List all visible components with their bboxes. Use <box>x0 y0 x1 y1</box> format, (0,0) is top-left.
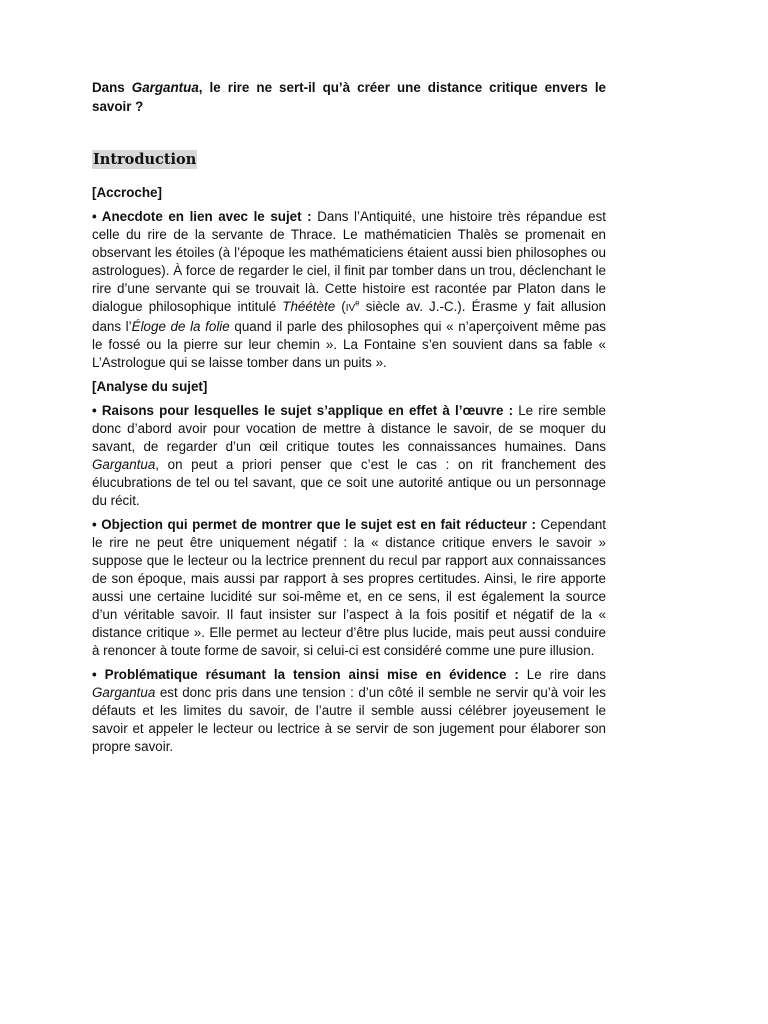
paragraph-raisons <box>92 402 606 510</box>
paragraph-lead: • Raisons pour lesquelles le sujet s’applique en effet à l’œuvre : <box>92 403 514 418</box>
paragraph-text: Cependant le rire ne peut être uniquement négatif : la « distance critique envers le savoir » suppose que le lecteur ou la lectrice prennent du recul par rapport aux connaissances de son époque, mais aussi par rapport à ses propres certitudes. Ainsi, le rire apporte aussi une certaine lucidité sur soi-même et, en ce sens, il est également la source d’un véritable savoir. Il faut insister sur l’aspect à la fois positif et négatif de la « distance critique ». Elle permet au lecteur d’être plus lucide, mais peut aussi conduire à renoncer à toute forme de savoir, si celui-ci est considéré comme une pure illusion. <box>92 517 606 658</box>
question-text-start: Dans <box>92 80 132 95</box>
century-superscript: e <box>355 298 360 308</box>
work-title-gargantua: Gargantua <box>92 457 156 472</box>
label-accroche: [Accroche] <box>92 185 162 200</box>
paragraph-text: siècle av. J.-C.). Érasme y fait allusion dans l’ <box>92 299 606 334</box>
paragraph-text: ( <box>335 299 346 314</box>
question-text-end: , le rire ne sert-il qu’à créer une distance critique envers le savoir ? <box>92 80 606 114</box>
document-page <box>92 78 606 762</box>
paragraph-text: Le rire semble donc d’abord avoir pour vocation de mettre à distance le savoir, de se moquer du savant, de regarder d’un œil critique toutes les connaissances humaines. Dans <box>92 403 606 454</box>
work-title-gargantua: Gargantua <box>92 685 156 700</box>
paragraph-text: est donc pris dans une tension : d’un côté il semble ne servir qu’à voir les défauts et les limites du savoir, de l’autre il semble aussi célébrer joyeusement le savoir et appeler le lecteur ou lectrice à se servir de son jugement pour élaborer son propre savoir. <box>92 685 606 754</box>
section-heading-introduction <box>92 151 606 168</box>
essay-question <box>92 78 606 116</box>
paragraph-problematique <box>92 666 606 756</box>
paragraph-objection <box>92 516 606 660</box>
question-work-title: Gargantua <box>131 80 199 95</box>
paragraph-lead: • Objection qui permet de montrer que le sujet est en fait réducteur : <box>92 517 536 532</box>
paragraph-text: , on peut a priori penser que c’est le cas : on rit franchement des élucubrations de tel ou tel savant, que ce soit une autorité antique ou un personnage du récit. <box>92 457 606 508</box>
paragraph-text: quand il parle des philosophes qui « n’aperçoivent même pas le fossé ou la pierre sur leur chemin ». La Fontaine s’en souvient dans sa fable « L’Astrologue qui se laisse tomber dans un puits ». <box>92 319 606 370</box>
work-title-eloge: Éloge de la folie <box>131 319 230 334</box>
paragraph-lead: • Problématique résumant la tension ainsi mise en évidence : <box>92 667 519 682</box>
paragraph-lead: • Anecdote en lien avec le sujet : <box>92 209 312 224</box>
century-numeral: IV <box>345 303 356 314</box>
paragraph-text: Dans l’Antiquité, une histoire très répandue est celle du rire de la servante de Thrace. Le mathématicien Thalès se promenait en observant les étoiles (à l’époque les mathématiciens étaient aussi bien philosophes ou astrologues). À force de regarder le ciel, il finit par tomber dans un trou, déclenchant le rire d’une servante qui se trouvait là. Cette histoire est racontée par Platon dans le dialogue philosophique intitulé <box>92 209 606 314</box>
work-title-theetete: Théétète <box>282 299 336 314</box>
heading-text: Introduction <box>93 151 197 168</box>
label-analyse: [Analyse du sujet] <box>92 379 208 394</box>
paragraph-text: Le rire dans <box>518 667 606 682</box>
paragraph-anecdote <box>92 208 606 372</box>
